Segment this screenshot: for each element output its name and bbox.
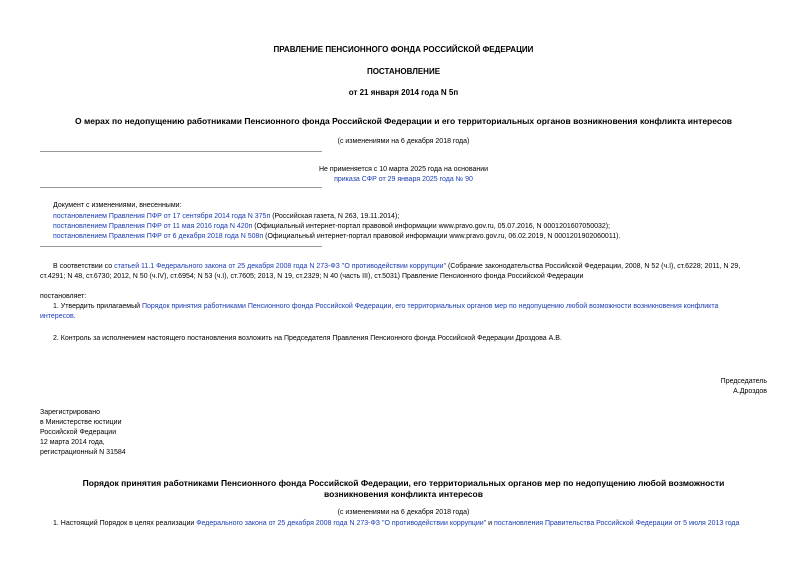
amendment-source: (Официальный интернет-портал правовой информации www.pravo.gov.ru, 06.02.2019, N 0001201902060011). bbox=[263, 233, 621, 240]
clause-1-period: . bbox=[73, 313, 76, 320]
preamble-source: (Собрание законодательства Российской Федерации, 2008, N 52 (ч.I), ст.6228; 2011, N 29, bbox=[446, 263, 741, 270]
changes-note: (с изменениями на 6 декабря 2018 года) bbox=[337, 138, 470, 145]
procedure-p1-conjunction: и bbox=[486, 520, 494, 527]
federal-law-link[interactable]: Федерального закона от 25 декабря 2008 года N 273-ФЗ "О противодействии коррупции" bbox=[196, 520, 487, 527]
procedure-link[interactable]: Порядок принятия работниками Пенсионного фонда Российской Федерации, его территориальных органов мер по недопущению любой возможности возникновения конфликта bbox=[141, 303, 719, 310]
amendment-item bbox=[53, 222, 610, 232]
procedure-title: Порядок принятия работниками Пенсионного фонда Российской Федерации, его территориальных органов мер по недопущению любой возможности bbox=[82, 478, 725, 488]
procedure-title-cont: возникновения конфликта интересов bbox=[324, 489, 483, 499]
divider bbox=[40, 246, 322, 247]
procedure-paragraph-1 bbox=[53, 519, 739, 529]
federal-law-link[interactable]: статьей 11.1 Федерального закона от 25 декабря 2008 года N 273-ФЗ "О противодействии коррупции" bbox=[114, 263, 447, 270]
status-line: Не применяется с 10 марта 2025 года на основании bbox=[318, 166, 489, 173]
procedure-p1-prefix: 1. Настоящий Порядок в целях реализации bbox=[53, 520, 197, 527]
clause-1-prefix: 1. Утвердить прилагаемый bbox=[53, 303, 142, 310]
amendment-item bbox=[53, 232, 620, 242]
divider bbox=[40, 151, 322, 152]
document-date-number: от 21 января 2014 года N 5п bbox=[348, 88, 459, 97]
signature-name: А.Дроздов bbox=[733, 388, 767, 395]
registration-line: Российской Федерации bbox=[40, 429, 117, 436]
resolves: постановляет: bbox=[40, 293, 87, 300]
government-decree-link[interactable]: постановления Правительства Российской Федерации от 5 июля 2013 года bbox=[494, 520, 740, 527]
amendment-source: (Официальный интернет-портал правовой информации www.pravo.gov.ru, 05.07.2016, N 0001201607050032); bbox=[252, 223, 611, 230]
amendment-source: (Российская газета, N 263, 19.11.2014); bbox=[270, 213, 400, 220]
registration-line: 12 марта 2014 года, bbox=[40, 439, 105, 446]
amendment-item bbox=[53, 212, 399, 222]
document-type: ПОСТАНОВЛЕНИЕ bbox=[366, 67, 441, 76]
procedure-link[interactable]: интересов bbox=[40, 313, 74, 320]
amendment-link[interactable]: постановлением Правления ПФР от 17 сентября 2014 года N 375п bbox=[53, 213, 271, 220]
registration-line: Зарегистрировано bbox=[40, 409, 100, 416]
clause-1 bbox=[40, 302, 768, 312]
clause-1-end bbox=[40, 312, 76, 322]
preamble-line-2: ст.4291; N 48, ст.6730; 2012, N 50 (ч.IV), ст.6954; N 53 (ч.I), ст.7605; 2013, N 19, ст.2329; N 40 (часть III), ст.5031) Правление Пенсионного фонда Российской Федерации bbox=[40, 273, 584, 280]
preamble-prefix: В соответствии со bbox=[53, 263, 115, 270]
amendments-intro: Документ с изменениями, внесенными: bbox=[53, 202, 182, 209]
registration-line: в Министерстве юстиции bbox=[40, 419, 122, 426]
amendment-link[interactable]: постановлением Правления ПФР от 6 декабря 2018 года N 508п bbox=[53, 233, 264, 240]
status-link[interactable]: приказа СФР от 29 января 2025 года № 90 bbox=[334, 176, 473, 183]
document-title: О мерах по недопущению работниками Пенсионного фонда Российской Федерации и его территориальных органов возникновения конфликта интересов bbox=[74, 116, 732, 126]
registration-line: регистрационный N 31584 bbox=[40, 449, 126, 456]
amendment-link[interactable]: постановлением Правления ПФР от 11 мая 2016 года N 420п bbox=[53, 223, 253, 230]
signature-role: Председатель bbox=[720, 378, 767, 385]
procedure-changes-note: (с изменениями на 6 декабря 2018 года) bbox=[337, 509, 470, 516]
divider bbox=[40, 187, 322, 188]
preamble-line-1 bbox=[53, 262, 740, 272]
clause-2: 2. Контроль за исполнением настоящего постановления возложить на Председателя Правления Пенсионного фонда Российской Федерации Дроздова А.В. bbox=[53, 335, 562, 342]
organization-heading: ПРАВЛЕНИЕ ПЕНСИОННОГО ФОНДА РОССИЙСКОЙ ФЕДЕРАЦИИ bbox=[273, 45, 534, 54]
